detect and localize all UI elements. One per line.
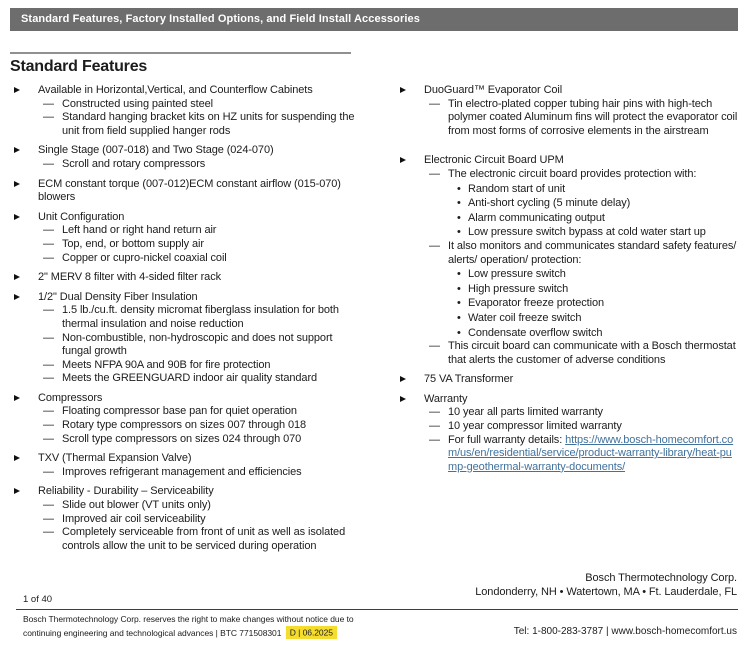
dash-icon: —	[43, 157, 54, 170]
feature-label: DuoGuard™ Evaporator Coil	[424, 84, 563, 96]
bullet-arrow-icon	[14, 211, 38, 225]
feature-bullet-row	[457, 267, 740, 282]
feature-heading-row	[14, 392, 362, 406]
feature-sub-row	[429, 168, 740, 182]
company-locations: Londonderry, NH • Watertown, MA • Ft. Lauderdale, FL	[475, 586, 737, 598]
feature-heading-row	[400, 154, 740, 168]
bullet-arrow-icon	[14, 291, 38, 305]
feature-sub-text-wrap	[62, 513, 206, 527]
feature-bullet-row	[457, 282, 740, 297]
feature-heading-row	[14, 211, 362, 225]
feature-item	[14, 84, 362, 138]
feature-item	[14, 271, 362, 285]
feature-sub-text-wrap	[448, 434, 740, 475]
disclaimer-line-2-text: continuing engineering and technological advances | BTC 771508301	[23, 627, 282, 638]
feature-label: ECM constant torque (007-012)ECM constant airflow (015-070) blowers	[38, 177, 341, 204]
feature-bullet-text: Evaporator freeze protection	[468, 297, 605, 310]
feature-sub-text: Top, end, or bottom supply air	[62, 237, 204, 250]
dash-icon: —	[429, 167, 440, 180]
feature-heading-row	[14, 271, 362, 285]
feature-heading-row	[14, 84, 362, 98]
feature-sub-text-wrap	[62, 526, 362, 553]
triangle-shape	[400, 157, 406, 163]
feature-sub-row	[43, 419, 362, 433]
feature-item	[14, 178, 362, 205]
bullet-arrow-icon	[400, 373, 424, 387]
dot-icon: •	[457, 326, 461, 339]
feature-sub-text-wrap	[448, 406, 603, 420]
feature-item	[400, 373, 740, 387]
dash-icon: —	[43, 499, 54, 512]
feature-label: Electronic Circuit Board UPM	[424, 154, 564, 167]
bullet-arrow-icon	[400, 154, 424, 168]
dash-icon: —	[43, 405, 54, 418]
feature-item	[14, 211, 362, 265]
title-underline	[10, 52, 351, 54]
feature-label: Unit Configuration	[38, 210, 125, 223]
feature-heading-row	[400, 373, 740, 387]
feature-sub-text-wrap	[448, 168, 696, 182]
dash-icon: —	[43, 251, 54, 264]
feature-sub-text-wrap	[62, 332, 362, 359]
feature-sub-row	[429, 240, 740, 267]
company-name: Bosch Thermotechnology Corp.	[585, 572, 737, 584]
feature-label: Compressors	[38, 391, 103, 404]
feature-sub-row	[43, 405, 362, 419]
bullet-arrow-icon	[14, 452, 38, 466]
disclaimer-line-1: Bosch Thermotechnology Corp. reserves the right to make changes without notice due to	[23, 614, 354, 624]
disclaimer-line-2	[23, 627, 354, 641]
feature-sub-text-wrap	[62, 499, 211, 513]
feature-sub-text: Left hand or right hand return air	[62, 224, 217, 237]
feature-sub-text: Slide out blower (VT units only)	[62, 499, 211, 512]
feature-sub-text-wrap	[62, 238, 204, 252]
feature-heading-row	[400, 393, 740, 407]
feature-columns	[14, 84, 740, 559]
feature-sub-row	[43, 158, 362, 172]
dash-icon: —	[429, 97, 440, 110]
company-address-block	[475, 571, 737, 599]
dash-icon: —	[429, 433, 440, 446]
dash-icon: —	[43, 358, 54, 371]
feature-bullet-row	[457, 225, 740, 240]
feature-sub-text-wrap	[62, 466, 302, 480]
feature-sub-row	[43, 98, 362, 112]
feature-sub-text-wrap	[62, 304, 362, 331]
feature-sub-text: This circuit board can communicate with a Bosch thermostat that alerts the customer of adverse conditions	[448, 340, 736, 366]
feature-heading-row	[14, 144, 362, 158]
feature-sub-text: Improved air coil serviceability	[62, 512, 206, 525]
footer-disclaimer	[23, 613, 354, 640]
feature-sub-row	[43, 359, 362, 373]
dash-icon: —	[43, 432, 54, 445]
feature-item	[14, 291, 362, 386]
feature-sub-text-wrap	[62, 111, 362, 138]
bullet-arrow-icon	[14, 84, 38, 98]
feature-heading-row	[14, 178, 362, 205]
feature-bullet-text: Low pressure switch	[468, 268, 566, 281]
dash-icon: —	[43, 419, 54, 432]
feature-sub-text-wrap	[62, 98, 213, 112]
dot-icon: •	[457, 182, 461, 195]
feature-sub-text: Improves refrigerant management and efficiencies	[62, 465, 302, 478]
feature-item	[14, 485, 362, 553]
feature-sub-row	[43, 513, 362, 527]
dash-icon: —	[43, 224, 54, 237]
feature-label: 75 VA Transformer	[424, 373, 514, 386]
feature-sub-text: 1.5 lb./cu.ft. density micromat fiberglass insulation for both thermal insulation and noise reduction	[62, 304, 339, 330]
feature-sub-text: Non-combustible, non-hydroscopic and does not support fungal growth	[62, 331, 333, 358]
dash-icon: —	[43, 97, 54, 110]
feature-sub-text-wrap	[62, 359, 270, 373]
feature-sub-row	[43, 238, 362, 252]
triangle-shape	[14, 488, 20, 494]
feature-sub-text-wrap	[448, 240, 740, 267]
feature-sub-text: Meets the GREENGUARD indoor air quality standard	[62, 372, 318, 385]
feature-sub-text: Rotary type compressors on sizes 007 through 018	[62, 419, 307, 432]
feature-bullet-text: Condensate overflow switch	[468, 326, 603, 339]
feature-sub-text: 10 year all parts limited warranty	[448, 406, 603, 419]
feature-sub-text-wrap	[62, 252, 227, 266]
dash-icon: —	[429, 420, 440, 433]
feature-item	[400, 84, 740, 138]
bullet-arrow-icon	[14, 178, 38, 205]
dash-icon: —	[43, 526, 54, 539]
feature-bullet-row	[457, 296, 740, 311]
page-number: 1 of 40	[23, 594, 53, 605]
feature-sub-text: Standard hanging bracket kits on HZ units for suspending the unit from field supplied hanger rods	[62, 111, 355, 137]
feature-sub-text: Scroll and rotary compressors	[62, 157, 206, 170]
feature-heading-row	[14, 452, 362, 466]
dot-icon: •	[457, 268, 461, 281]
feature-sub-text-wrap	[62, 372, 317, 386]
feature-sub-text: It also monitors and communicates standard safety features/ alerts/ operation/ protection:	[448, 239, 737, 266]
feature-sub-row	[429, 406, 740, 420]
feature-sub-row	[429, 340, 740, 367]
feature-item	[14, 144, 362, 171]
feature-bullet-row	[457, 182, 740, 197]
dot-icon: •	[457, 211, 461, 224]
warranty-link[interactable]: https://www.bosch-homecomfort.com/us/en/residential/service/product-warranty-library/heat-pump-geothermal-warranty-documents/	[448, 433, 734, 473]
feature-bullet-row	[457, 211, 740, 226]
bullet-arrow-icon	[14, 392, 38, 406]
dash-icon: —	[43, 237, 54, 250]
feature-sub-text: For full warranty details:	[448, 433, 566, 446]
triangle-shape	[14, 147, 20, 153]
revision-highlight: D | 06.2025	[286, 626, 337, 639]
section-header-bar	[10, 8, 738, 31]
feature-label: Available in Horizontal,Vertical, and Counterflow Cabinets	[38, 84, 313, 96]
feature-bullet-row	[457, 311, 740, 326]
dash-icon: —	[43, 304, 54, 317]
feature-bullet-text: Low pressure switch bypass at cold water start up	[468, 226, 706, 239]
feature-heading-row	[14, 291, 362, 305]
feature-sub-text: Completely serviceable from front of unit as well as isolated controls allow the unit to be serviced during operation	[62, 526, 346, 552]
feature-label: Reliability - Durability – Serviceability	[38, 485, 214, 498]
feature-item	[400, 393, 740, 475]
feature-sub-text: Meets NFPA 90A and 90B for fire protection	[62, 358, 271, 371]
feature-sub-row	[429, 420, 740, 434]
feature-bullet-text: Anti-short cycling (5 minute delay)	[468, 197, 631, 210]
feature-label: TXV (Thermal Expansion Valve)	[38, 452, 192, 465]
features-column-2	[400, 84, 740, 559]
dash-icon: —	[43, 372, 54, 385]
feature-sub-row	[43, 332, 362, 359]
feature-sub-text-wrap	[62, 224, 216, 238]
feature-label: Warranty	[424, 392, 468, 405]
dot-icon: •	[457, 197, 461, 210]
triangle-shape	[14, 395, 20, 401]
footer-contact: Tel: 1-800-283-3787 | www.bosch-homecomfort.us	[513, 626, 737, 637]
feature-item	[400, 154, 740, 367]
feature-sub-text: Floating compressor base pan for quiet operation	[62, 405, 297, 418]
feature-item	[14, 452, 362, 479]
feature-sub-text: Constructed using painted steel	[62, 97, 213, 110]
feature-bullet-text: Alarm communicating output	[468, 211, 605, 224]
feature-sub-row	[43, 252, 362, 266]
dash-icon: —	[429, 340, 440, 353]
feature-sub-row	[43, 466, 362, 480]
feature-sub-text-wrap	[62, 405, 297, 419]
dash-icon: —	[43, 465, 54, 478]
triangle-shape	[14, 455, 20, 461]
dash-icon: —	[43, 111, 54, 124]
feature-sub-text: 10 year compressor limited warranty	[448, 420, 622, 433]
feature-bullet-text: High pressure switch	[468, 282, 569, 295]
triangle-shape	[14, 294, 20, 300]
feature-sub-row	[429, 434, 740, 475]
feature-label: Single Stage (007-018) and Two Stage (024-070)	[38, 144, 274, 157]
triangle-shape	[14, 87, 20, 93]
feature-sub-text-wrap	[448, 420, 622, 434]
feature-sub-row	[43, 304, 362, 331]
feature-bullet-row	[457, 326, 740, 341]
dash-icon: —	[43, 512, 54, 525]
section-header-title: Standard Features, Factory Installed Options, and Field Install Accessories	[21, 13, 420, 25]
feature-sub-text-wrap	[62, 433, 301, 447]
feature-sub-text: Tin electro-plated copper tubing hair pins with high-tech polymer coated Aluminum fins will protect the evaporator coil from most forms of corrosive elements in the airstream	[448, 97, 738, 137]
feature-sub-row	[43, 526, 362, 553]
feature-sub-row	[43, 224, 362, 238]
feature-sub-text: The electronic circuit board provides protection with:	[448, 167, 697, 180]
dash-icon: —	[429, 406, 440, 419]
triangle-shape	[400, 87, 406, 93]
feature-sub-row	[43, 111, 362, 138]
page-title: Standard Features	[10, 58, 148, 75]
feature-sub-text: Copper or cupro-nickel coaxial coil	[62, 251, 227, 264]
feature-bullet-text: Random start of unit	[468, 182, 566, 195]
triangle-shape	[400, 376, 406, 382]
feature-heading-row	[14, 485, 362, 499]
bullet-arrow-icon	[14, 144, 38, 158]
dash-icon: —	[429, 239, 440, 252]
dot-icon: •	[457, 282, 461, 295]
dot-icon: •	[457, 297, 461, 310]
feature-sub-text: Scroll type compressors on sizes 024 through 070	[62, 432, 302, 445]
triangle-shape	[14, 181, 20, 187]
dot-icon: •	[457, 226, 461, 239]
feature-sub-text-wrap	[448, 98, 740, 139]
feature-sub-row	[43, 499, 362, 513]
feature-sub-text-wrap	[62, 419, 306, 433]
feature-sub-row	[43, 433, 362, 447]
feature-bullet-text: Water coil freeze switch	[468, 311, 582, 324]
bullet-arrow-icon	[14, 271, 38, 285]
feature-bullet-row	[457, 196, 740, 211]
dot-icon: •	[457, 311, 461, 324]
feature-label: 1/2" Dual Density Fiber Insulation	[38, 290, 198, 303]
features-column-1	[14, 84, 362, 559]
feature-sub-text-wrap	[62, 158, 205, 172]
dash-icon: —	[43, 331, 54, 344]
triangle-shape	[14, 274, 20, 280]
bullet-arrow-icon	[400, 393, 424, 407]
triangle-shape	[14, 214, 20, 220]
bullet-arrow-icon	[400, 84, 424, 98]
footer-divider	[16, 609, 738, 610]
feature-sub-row	[43, 372, 362, 386]
triangle-shape	[400, 396, 406, 402]
bullet-arrow-icon	[14, 485, 38, 499]
feature-sub-text-wrap	[448, 340, 740, 367]
feature-sub-row	[429, 98, 740, 139]
feature-item	[14, 392, 362, 446]
feature-label: 2" MERV 8 filter with 4-sided filter rack	[38, 271, 221, 284]
feature-heading-row	[400, 84, 740, 98]
